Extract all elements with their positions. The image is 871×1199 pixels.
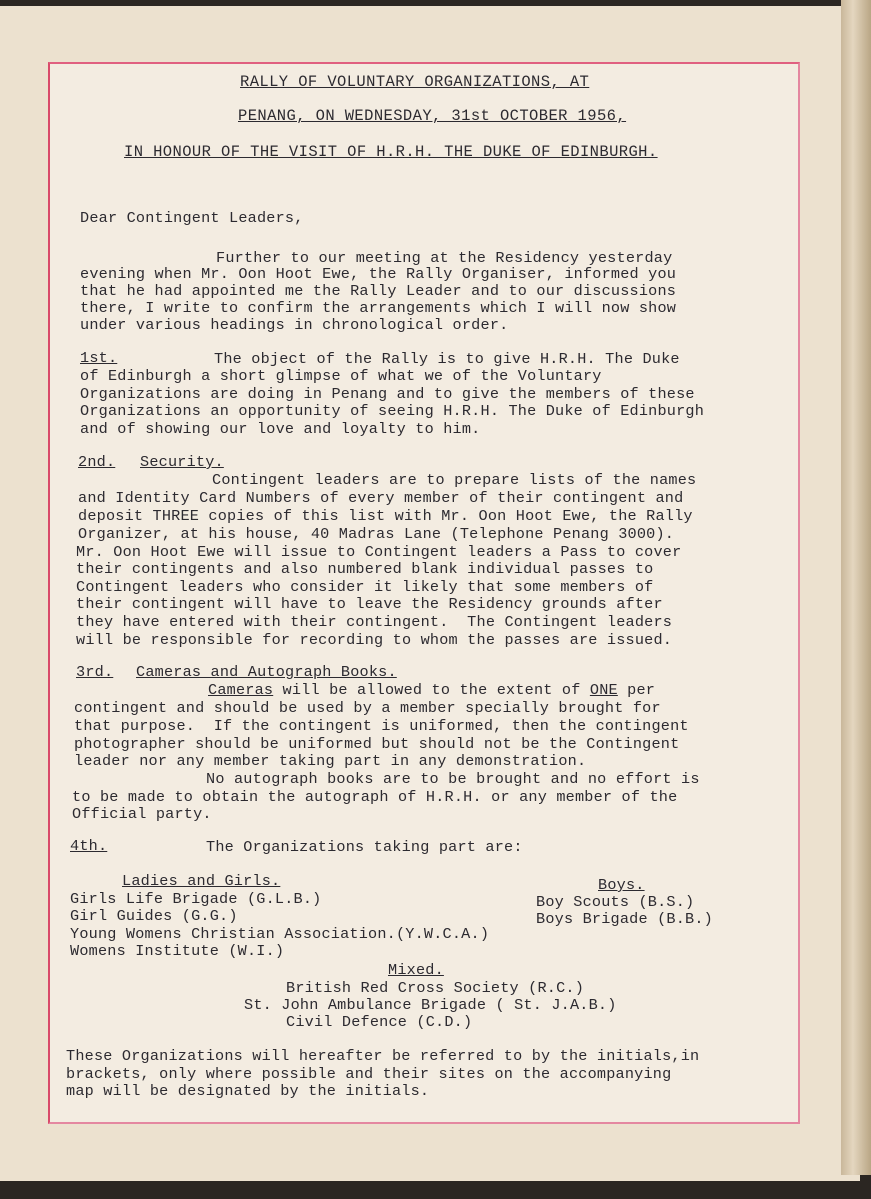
section-4-intro: The Organizations taking part are: — [206, 838, 523, 856]
section-3-line: that purpose. If the contingent is uniformed, then the contingent — [74, 717, 689, 735]
heading-line-3: IN HONOUR OF THE VISIT OF H.R.H. THE DUKE OF EDINBURGH. — [124, 143, 658, 161]
intro-line: there, I write to confirm the arrangements which I will now show — [80, 299, 677, 317]
ladies-organization: Womens Institute (W.I.) — [70, 942, 285, 960]
section-1-line: Organizations an opportunity of seeing H.R.H. The Duke of Edinburgh — [80, 402, 705, 420]
mixed-heading: Mixed. — [388, 961, 444, 979]
intro-line: under various headings in chronological order. — [80, 316, 509, 334]
section-2-line: Contingent leaders who consider it likely that some members of — [76, 578, 654, 596]
section-1-line: The object of the Rally is to give H.R.H. The Duke — [214, 350, 680, 368]
section-2-line: Contingent leaders are to prepare lists of the names — [212, 471, 697, 489]
section-3-first-line — [208, 682, 655, 698]
section-2-line: deposit THREE copies of this list with Mr. Oon Hoot Ewe, the Rally — [78, 507, 693, 525]
ladies-organization: Girl Guides (G.G.) — [70, 907, 238, 925]
section-2-line: Organizer, at his house, 40 Madras Lane (Telephone Penang 3000). — [78, 525, 675, 543]
section-3-line: leader nor any member taking part in any demonstration. — [74, 752, 587, 770]
album-page-edge — [841, 0, 871, 1175]
boys-organization: Boys Brigade (B.B.) — [536, 910, 713, 928]
section-3-line: photographer should be uniformed but should not be the Contingent — [74, 735, 680, 753]
section-2-line: they have entered with their contingent. The Contingent leaders — [76, 613, 673, 631]
mixed-organization: St. John Ambulance Brigade ( St. J.A.B.) — [244, 996, 617, 1014]
section-1-line: of Edinburgh a short glimpse of what we of the Voluntary — [80, 367, 602, 385]
heading-line-1: RALLY OF VOLUNTARY ORGANIZATIONS, AT — [240, 73, 590, 91]
section-1-line: Organizations are doing in Penang and to give the members of these — [80, 385, 695, 403]
intro-line: Further to our meeting at the Residency yesterday — [216, 249, 673, 267]
salutation: Dear Contingent Leaders, — [80, 209, 304, 227]
mixed-organization: Civil Defence (C.D.) — [286, 1013, 473, 1031]
section-2-line: will be responsible for recording to whom the passes are issued. — [76, 631, 673, 649]
section-2-number: 2nd. — [78, 453, 116, 471]
section-2-line: their contingent will have to leave the Residency grounds after — [76, 595, 663, 613]
heading-line-2: PENANG, ON WEDNESDAY, 31st OCTOBER 1956, — [238, 107, 627, 125]
closing-line: These Organizations will hereafter be referred to by the initials,in — [66, 1047, 700, 1065]
section-3-line: to be made to obtain the autograph of H.R.H. or any member of the — [72, 788, 678, 806]
cameras-line-mid: will be allowed to the extent of — [273, 681, 590, 699]
section-3-line: No autograph books are to be brought and no effort is — [206, 770, 700, 788]
boys-heading: Boys. — [598, 876, 645, 894]
ladies-organization: Young Womens Christian Association.(Y.W.C.A.) — [70, 925, 490, 943]
closing-line: map will be designated by the initials. — [66, 1082, 430, 1100]
boys-organization: Boy Scouts (B.S.) — [536, 893, 695, 911]
section-3-line: contingent and should be used by a member specially brought for — [74, 699, 661, 717]
section-1-number: 1st. — [80, 349, 118, 367]
section-2-line: their contingents and also numbered blank individual passes to — [76, 560, 654, 578]
intro-line: evening when Mr. Oon Hoot Ewe, the Rally Organiser, informed you — [80, 265, 677, 283]
section-3-title: Cameras and Autograph Books. — [136, 663, 397, 681]
section-3-line: Official party. — [72, 805, 212, 823]
cameras-line-end: per — [617, 681, 656, 699]
closing-line: brackets, only where possible and their sites on the accompanying — [66, 1065, 672, 1083]
section-2-line: and Identity Card Numbers of every member of their contingent and — [78, 489, 684, 507]
ladies-organization: Girls Life Brigade (G.L.B.) — [70, 890, 322, 908]
mixed-organization: British Red Cross Society (R.C.) — [286, 979, 585, 997]
intro-line: that he had appointed me the Rally Leader and to our discussions — [80, 282, 677, 300]
section-2-line: Mr. Oon Hoot Ewe will issue to Contingent leaders a Pass to cover — [76, 543, 682, 561]
section-1-line: and of showing our love and loyalty to him. — [80, 420, 481, 438]
ladies-heading: Ladies and Girls. — [122, 872, 281, 890]
section-3-number: 3rd. — [76, 663, 114, 681]
section-4-number: 4th. — [70, 837, 108, 855]
one-word: ONE — [589, 681, 618, 699]
cameras-word: Cameras — [208, 681, 274, 699]
section-2-title: Security. — [140, 453, 224, 471]
